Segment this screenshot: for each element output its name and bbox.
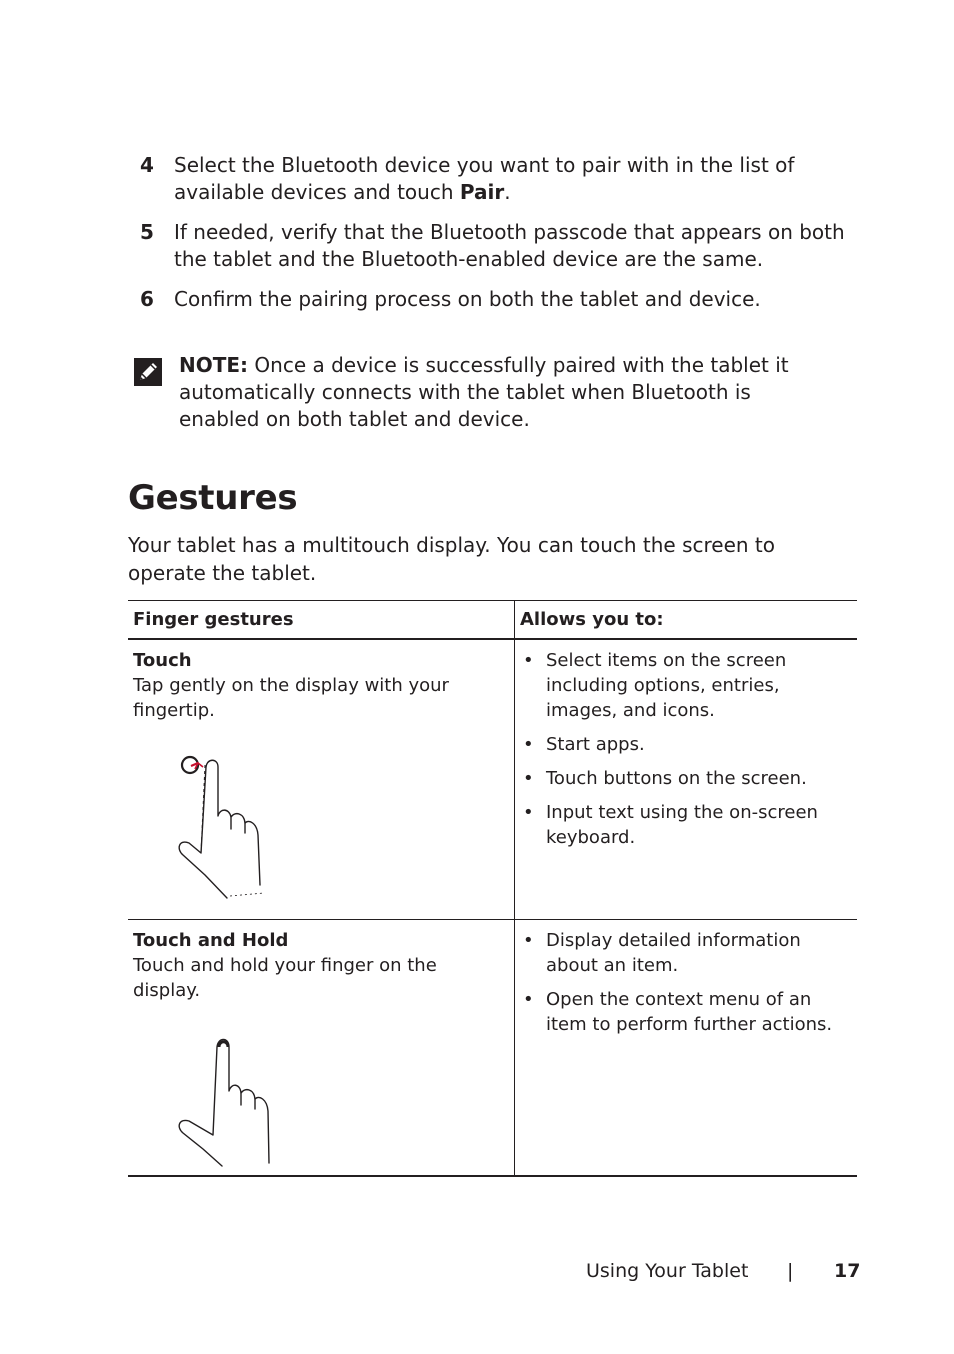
note-pencil-icon	[134, 352, 179, 433]
list-item: • Select items on the screen including options, entries, images, and icons.	[520, 648, 852, 723]
gesture-name: Touch and Hold	[133, 930, 289, 951]
note-text: NOTE: Once a device is successfully paired with the tablet it automatically connects with the tablet when Bluetooth is enabled on both tablet and device.	[179, 353, 789, 431]
allows-cell	[515, 639, 858, 920]
allows-list	[520, 648, 852, 850]
table-header-row	[128, 601, 857, 640]
list-item: • Open the context menu of an item to perform further actions.	[520, 987, 852, 1037]
gesture-cell	[128, 639, 515, 920]
section-title: Gestures	[128, 478, 298, 518]
gesture-description: Touch and hold your finger on the display.	[133, 955, 437, 1001]
column-header: Finger gestures	[128, 601, 515, 640]
note-block	[134, 352, 834, 433]
table-row	[128, 639, 857, 920]
steps-list	[140, 152, 860, 326]
gesture-description: Tap gently on the display with your fingertip.	[133, 675, 449, 721]
step-number: 6	[140, 287, 154, 311]
step-number: 5	[140, 220, 154, 244]
footer-section-title: Using Your Tablet	[586, 1260, 749, 1282]
touch-gesture-icon	[151, 753, 291, 903]
step-text: If needed, verify that the Bluetooth passcode that appears on both the tablet and the Bluetooth-enabled device are the same.	[174, 220, 845, 271]
list-item: • Start apps.	[520, 732, 852, 757]
page-number: 17	[834, 1260, 861, 1282]
allows-list	[520, 928, 852, 1037]
list-item: • Display detailed information about an item.	[520, 928, 852, 978]
section-intro: Your tablet has a multitouch display. You can touch the screen to operate the tablet.	[128, 533, 776, 585]
step-6	[140, 286, 860, 313]
column-header: Allows you to:	[515, 601, 858, 640]
step-text: Select the Bluetooth device you want to pair with in the list of available devices and touch Pair.	[174, 153, 795, 204]
touch-and-hold-gesture-icon	[151, 1035, 291, 1175]
step-5	[140, 219, 860, 273]
gesture-cell	[128, 920, 515, 1177]
footer-separator: |	[787, 1260, 794, 1282]
step-number: 4	[140, 153, 154, 177]
list-item: • Input text using the on-screen keyboard.	[520, 800, 852, 850]
gesture-name: Touch	[133, 650, 192, 671]
gestures-table	[128, 600, 857, 1177]
list-item: • Touch buttons on the screen.	[520, 766, 852, 791]
table-row	[128, 920, 857, 1177]
allows-cell	[515, 920, 858, 1177]
step-4	[140, 152, 860, 206]
step-text: Confirm the pairing process on both the tablet and device.	[174, 287, 761, 311]
